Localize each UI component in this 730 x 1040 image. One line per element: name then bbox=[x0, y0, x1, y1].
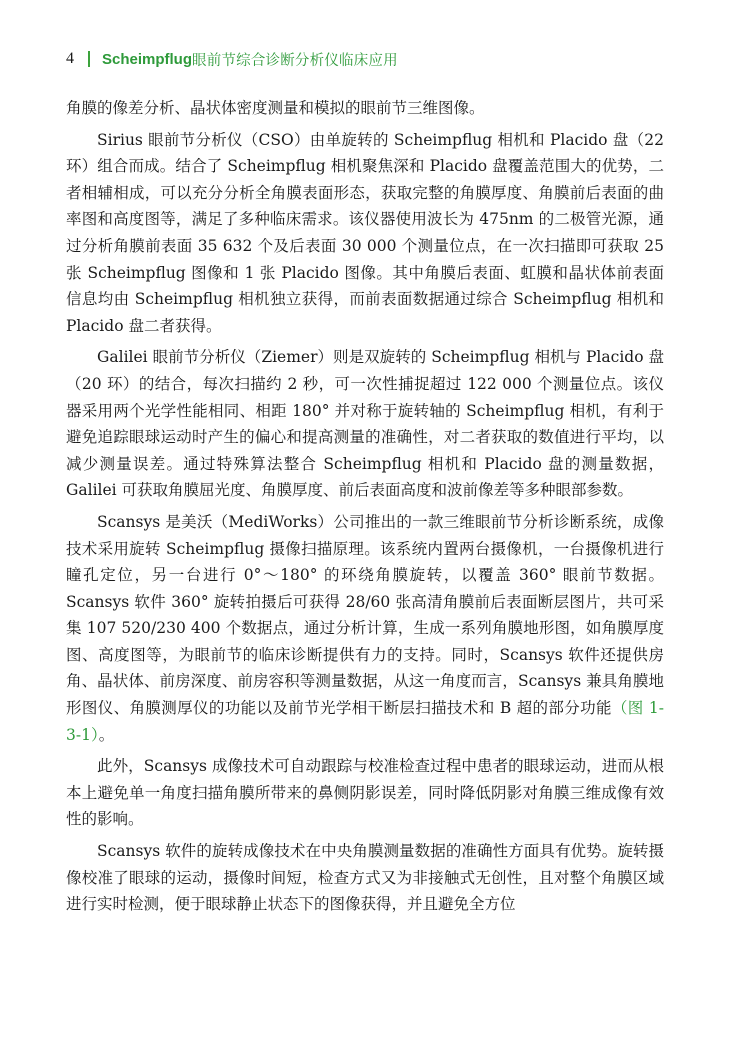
running-header bbox=[66, 46, 398, 72]
paragraph-sirius: Sirius 眼前节分析仪（CSO）由单旋转的 Scheimpflug 相机和 Placido 盘（22 环）组合而成。结合了 Scheimpflug 相机聚焦深和 Placido 盘覆盖范围大的优势，二者相辅相成，可以充分分析全角膜表面形态，获取完整的角膜厚度、角膜前后表面的曲率图和高度图等，满足了多种临床需求。该仪器使用波长为 475nm 的二极管光源，通过分析角膜前表面 35 632 个及后表面 30 000 个测量位点，在一次扫描即可获取 25 张 Scheimpflug 图像和 1 张 Placido 图像。其中角膜后表面、虹膜和晶状体前表面信息均由 Scheimpflug 相机独立获得，而前表面数据通过综合 Scheimpflug 相机和 Placido 盘二者获得。 bbox=[66, 130, 664, 335]
paragraph-scansys-end: 。 bbox=[98, 725, 115, 744]
header-separator bbox=[88, 51, 90, 67]
figure-reference-link[interactable]: （图 1-3-1） bbox=[66, 699, 664, 744]
book-title-en: Scheimpflug bbox=[102, 50, 193, 68]
body-text bbox=[66, 95, 664, 923]
paragraph-continuation: 角膜的像差分析、晶状体密度测量和模拟的眼前节三维图像。 bbox=[66, 99, 485, 117]
paragraph-tracking: 此外，Scansys 成像技术可自动跟踪与校准检查过程中患者的眼球运动，进而从根本上避免单一角度扫描角膜所带来的鼻侧阴影误差，同时降低阴影对角膜三维成像有效性的影响。 bbox=[66, 757, 664, 829]
paragraph-rotation-imaging: Scansys 软件的旋转成像技术在中央角膜测量数据的准确性方面具有优势。旋转摄像校准了眼球的运动，摄像时间短，检查方式又为非接触式无创性，且对整个角膜区域进行实时检测，便于眼球静止状态下的图像获得，并且避免全方位 bbox=[66, 842, 664, 914]
paragraph-scansys-text: Scansys 是美沃（MediWorks）公司推出的一款三维眼前节分析诊断系统，成像技术采用旋转 Scheimpflug 摄像扫描原理。该系统内置两台摄像机，一台摄像机进行瞳孔定位，另一台进行 0°～180° 的环绕角膜旋转，以覆盖 360° 眼前节数据。Scansys 软件 360° 旋转拍摄后可获得 28/60 张高清角膜前后表面断层图片，共可采集 107 520/230 400 个数据点，通过分析计算，生成一系列角膜地形图，如角膜厚度图、高度图等，为眼前节的临床诊断提供有力的支持。同时，Scansys 软件还提供房角、晶状体、前房深度、前房容积等测量数据，从这一角度而言，Scansys 兼具角膜地形图仪、角膜测厚仪的功能以及前节光学相干断层扫描技术和 B 超的部分功能 bbox=[66, 512, 664, 718]
paragraph-scansys bbox=[66, 509, 664, 748]
page-number: 4 bbox=[66, 50, 74, 67]
paragraph-galilei: Galilei 眼前节分析仪（Ziemer）则是双旋转的 Scheimpflug 相机与 Placido 盘（20 环）的结合，每次扫描约 2 秒，可一次性捕捉超过 122 000 个测量位点。该仪器采用两个光学性能相同、相距 180° 并对称于旋转轴的 Scheimpflug 相机，有利于避免追踪眼球运动时产生的偏心和提高测量的准确性，对二者获取的数值进行平均，以减少测量误差。通过特殊算法整合 Scheimpflug 相机和 Placido 盘的测量数据，Galilei 可获取角膜屈光度、角膜厚度、前后表面高度和波前像差等多种眼部参数。 bbox=[66, 348, 664, 500]
book-title-zh: 眼前节综合诊断分析仪临床应用 bbox=[192, 52, 398, 69]
